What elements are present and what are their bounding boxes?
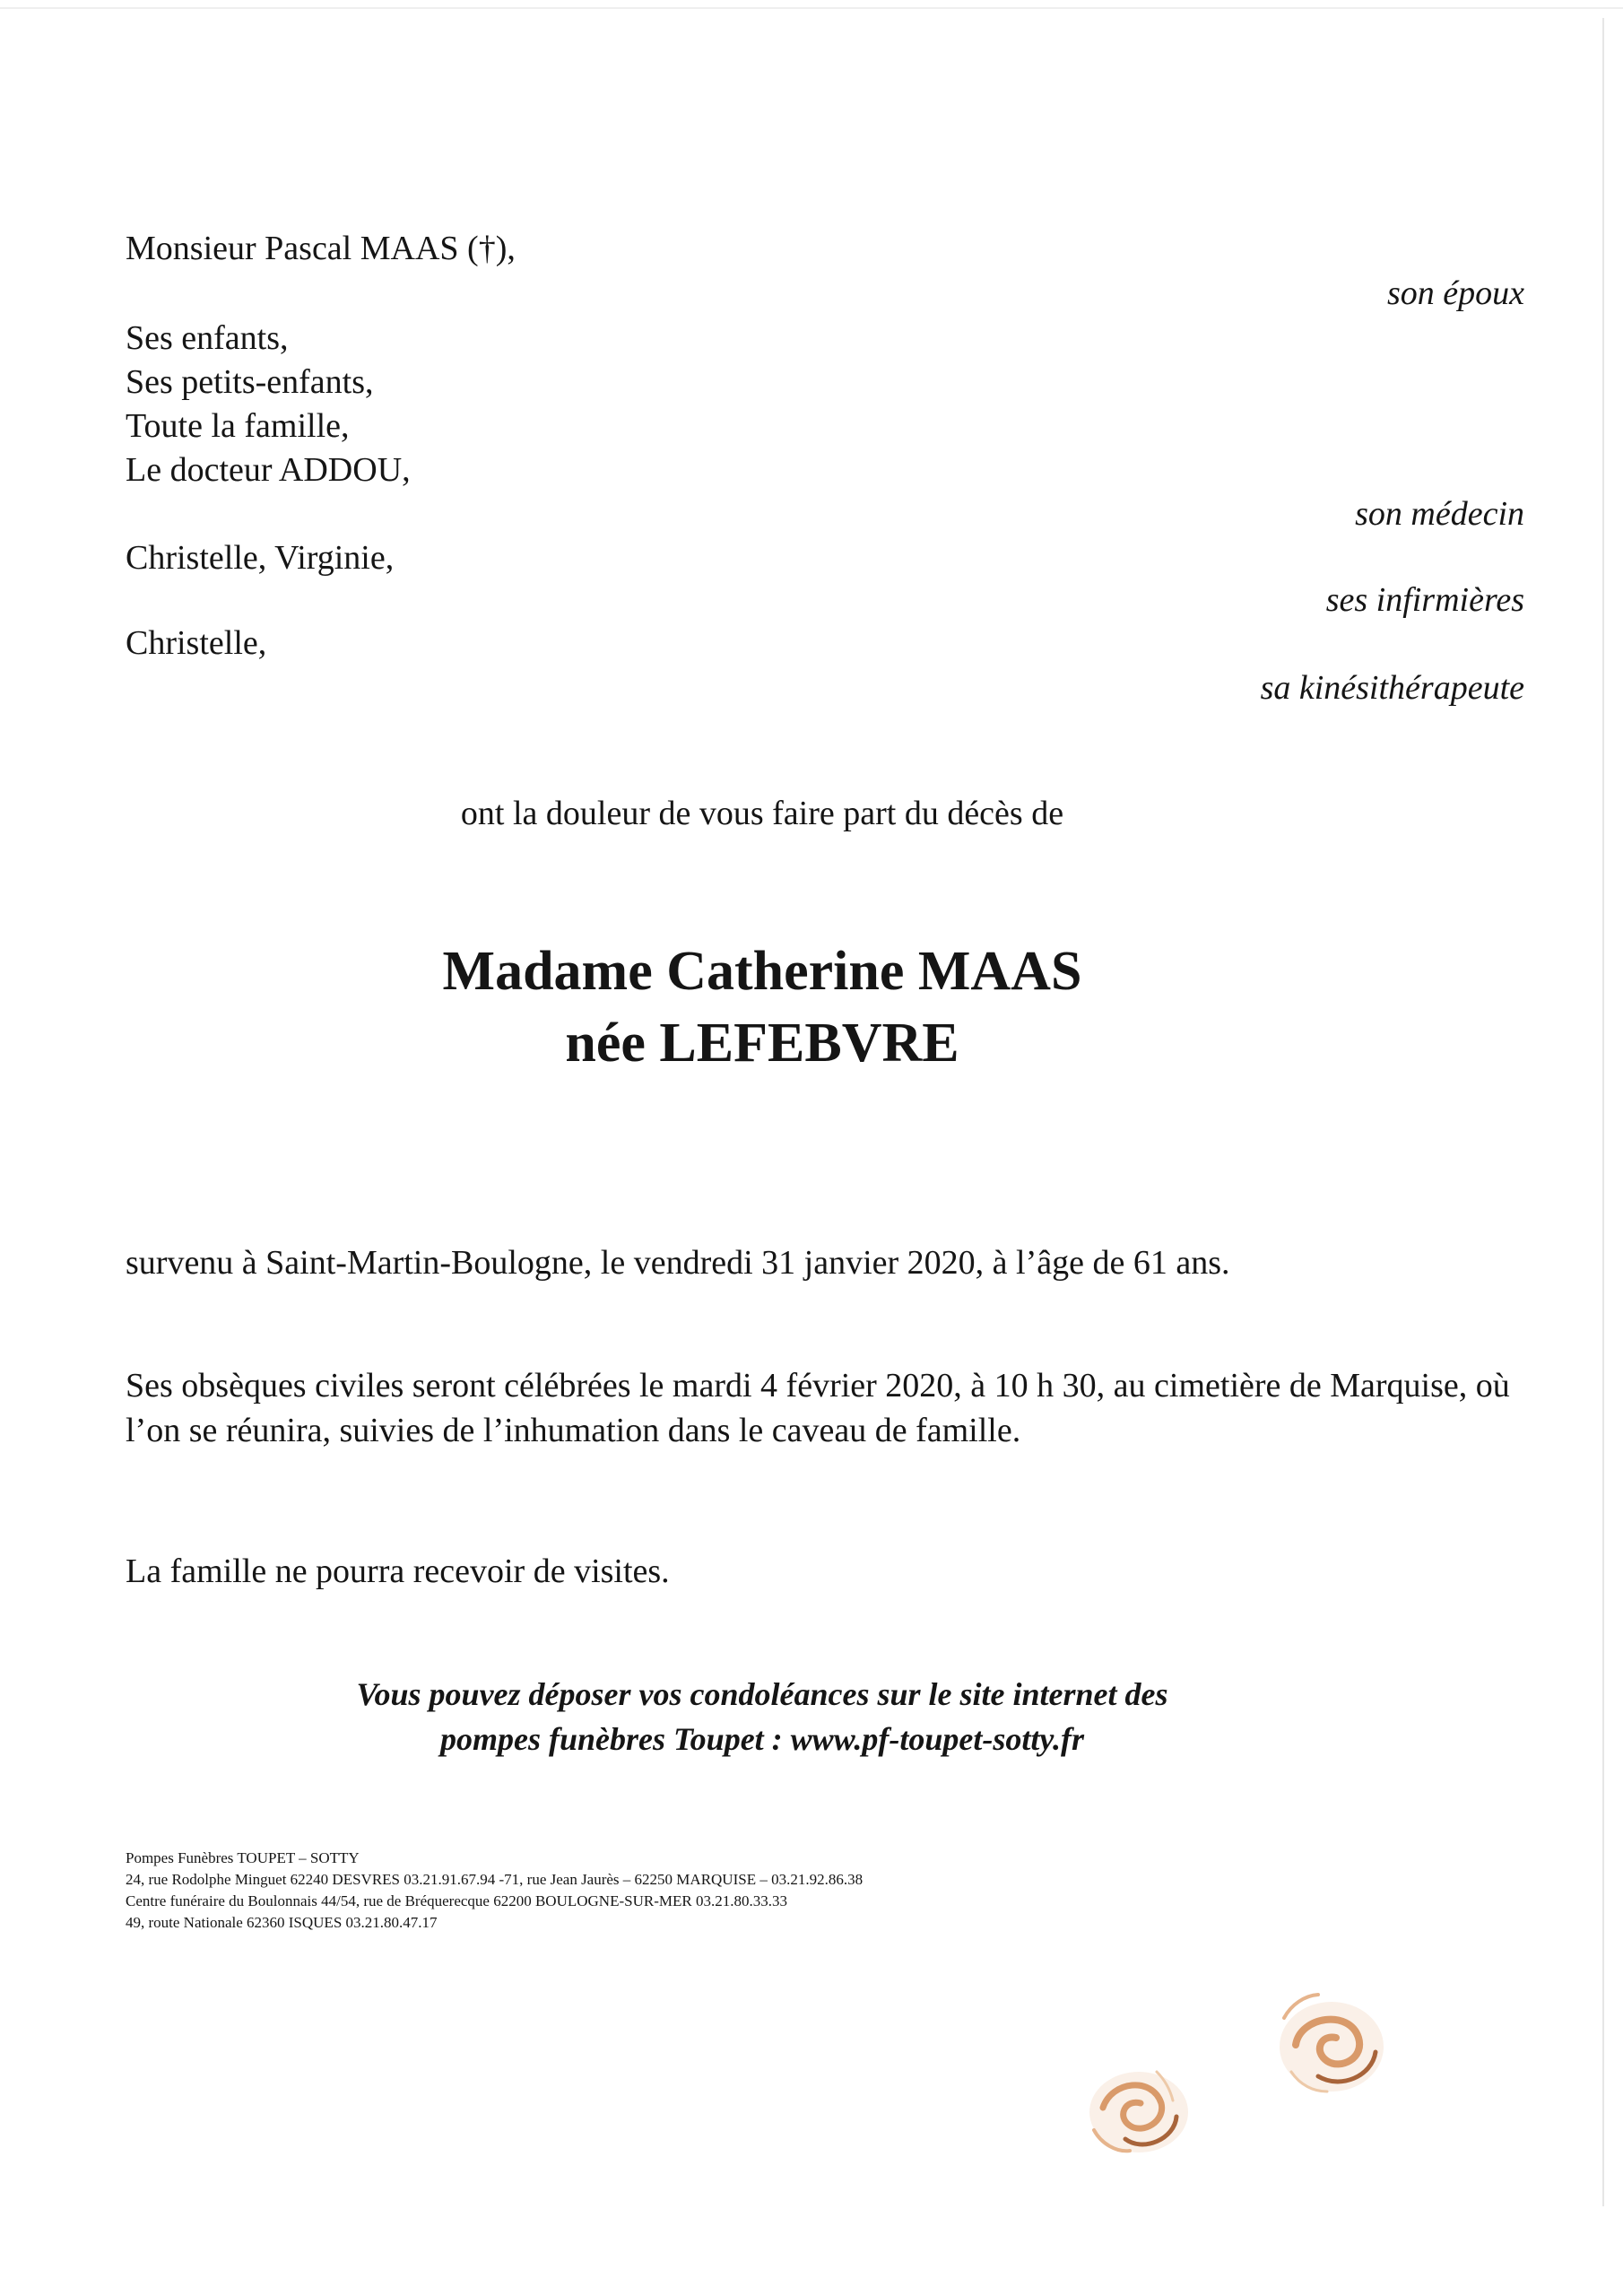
children-line: Ses enfants,	[126, 319, 289, 357]
deceased-name-line2: née LEFEBVRE	[565, 1013, 959, 1074]
nurses-role: ses infirmières	[1325, 581, 1524, 619]
death-details: survenu à Saint-Martin-Boulogne, le vendredi 31 janvier 2020, à l’âge de 61 ans.	[126, 1244, 1230, 1282]
rose-right-icon	[1264, 1982, 1399, 2108]
footer-address-2: Centre funéraire du Boulonnais 44/54, rue de Bréquerecque 62200 BOULOGNE-SUR-MER 03.21.80.33.33	[126, 1892, 787, 1909]
spouse-line: Monsieur Pascal MAAS (†),	[126, 230, 516, 267]
nurses-line: Christelle, Virginie,	[126, 539, 395, 577]
footer-address-1: 24, rue Rodolphe Minguet 62240 DESVRES 03.21.91.67.94 -71, rue Jean Jaurès – 62250 MARQUISE – 03.21.92.86.38	[126, 1871, 864, 1888]
footer-address-3: 49, route Nationale 62360 ISQUES 03.21.80.47.17	[126, 1914, 438, 1931]
doctor-role: son médecin	[1355, 495, 1524, 533]
deceased-name	[0, 935, 1524, 1079]
physio-role: sa kinésithérapeute	[1260, 669, 1524, 707]
grandchildren-line: Ses petits-enfants,	[126, 363, 374, 401]
announcement-line: ont la douleur de vous faire part du décès de	[460, 795, 1064, 832]
physio-line: Christelle,	[126, 624, 267, 662]
doctor-line: Le docteur ADDOU,	[126, 451, 411, 489]
spouse-role: son époux	[1386, 274, 1524, 312]
whole-family-line: Toute la famille,	[126, 407, 350, 445]
funeral-details: Ses obsèques civiles seront célébrées le mardi 4 février 2020, à 10 h 30, au cimetière de Marquise, où l’on se réunira, suivies de l’inhumation dans le caveau de famille.	[126, 1367, 1510, 1449]
condolences-notice	[0, 1672, 1524, 1761]
footer-company: Pompes Funèbres TOUPET – SOTTY	[126, 1849, 360, 1866]
page-edge-top	[0, 7, 1623, 9]
visits-notice: La famille ne pourra recevoir de visites.	[126, 1552, 670, 1590]
page-edge-right	[1602, 18, 1604, 2206]
rose-left-icon	[1076, 2054, 1202, 2170]
condolences-line1: Vous pouvez déposer vos condoléances sur le site internet des	[356, 1676, 1168, 1712]
deceased-name-line1: Madame Catherine MAAS	[442, 941, 1082, 1002]
condolences-line2: pompes funèbres Toupet : www.pf-toupet-sotty.fr	[440, 1721, 1084, 1757]
